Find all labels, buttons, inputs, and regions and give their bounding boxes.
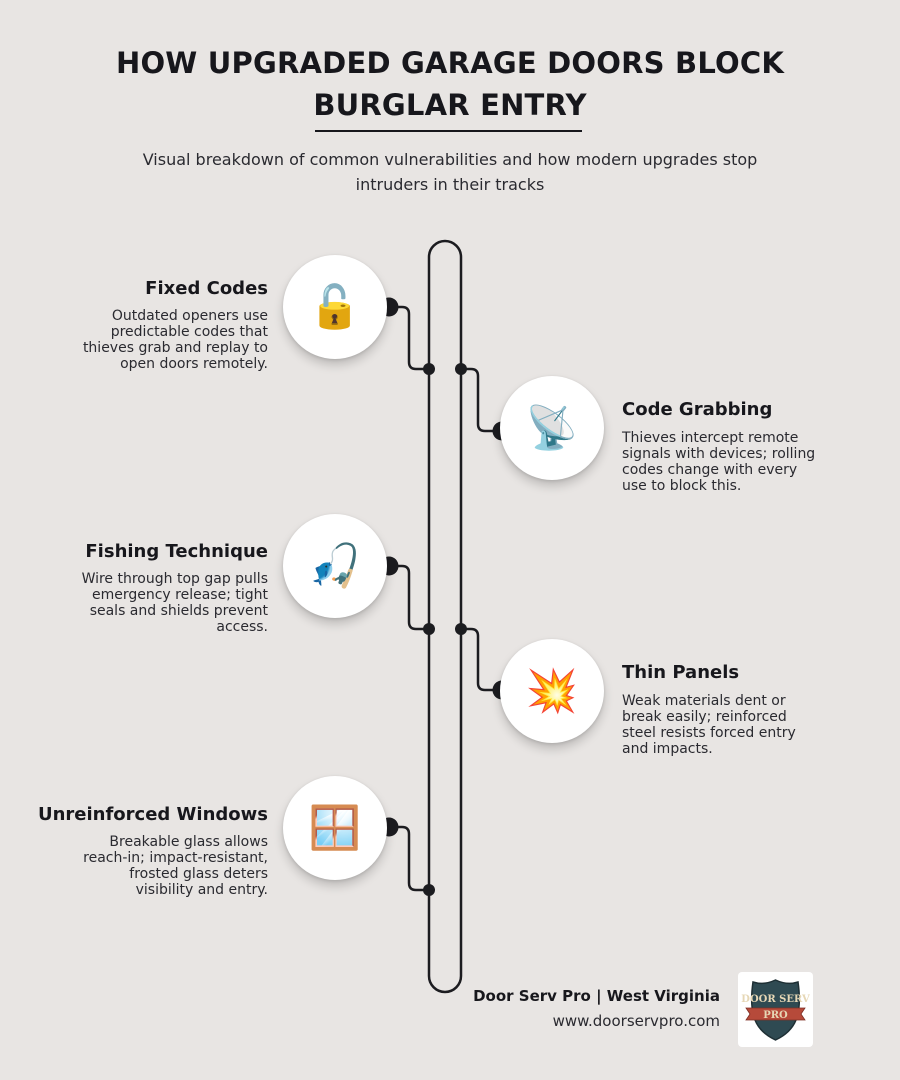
desc-unreinforced-windows (28, 834, 268, 898)
desc-line: frosted glass deters (129, 866, 268, 882)
desc-line: and impacts. (622, 741, 713, 757)
subtitle-line-2: intruders in their tracks (355, 175, 545, 194)
connector-code-grabbing (461, 369, 502, 431)
title-line-2: BURGLAR ENTRY (313, 88, 587, 122)
junction-code-grabbing (455, 363, 467, 375)
desc-line: codes change with every (622, 462, 798, 478)
title-line-1: HOW UPGRADED GARAGE DOORS BLOCK (115, 46, 785, 80)
junction-thin-panels (455, 623, 467, 635)
desc-line: Outdated openers use (111, 308, 268, 324)
desc-code-grabbing (622, 430, 882, 494)
desc-line: Wire through top gap pulls (81, 571, 268, 587)
heading-fixed-codes: Fixed Codes (145, 278, 268, 299)
junction-unreinforced-windows (423, 884, 435, 896)
desc-line: emergency release; tight (91, 587, 268, 603)
junction-fixed-codes (423, 363, 435, 375)
heading-thin-panels: Thin Panels (622, 662, 740, 683)
desc-fishing-technique (28, 571, 268, 635)
heading-fishing-technique: Fishing Technique (85, 541, 268, 562)
door-serv-pro-shield-logo (738, 972, 813, 1047)
desc-line: Weak materials dent or (622, 693, 786, 709)
company-url[interactable]: www.doorservpro.com (552, 1012, 720, 1030)
desc-line: reach-in; impact-resistant, (83, 850, 268, 866)
company-name: Door Serv Pro | West Virginia (473, 987, 720, 1005)
heading-unreinforced-windows: Unreinforced Windows (37, 804, 268, 825)
desc-line: signals with devices; rolling (622, 446, 816, 462)
desc-line: access. (216, 619, 268, 635)
desc-line: predictable codes that (110, 324, 268, 340)
desc-thin-panels (622, 693, 882, 757)
heading-code-grabbing: Code Grabbing (622, 399, 773, 420)
logo-text-line-2: PRO (763, 1010, 788, 1021)
window-icon: 🪟 (283, 776, 387, 880)
desc-line: steel resists forced entry (622, 725, 796, 741)
collision-icon: 💥 (500, 639, 604, 743)
connector-thin-panels (461, 629, 502, 690)
desc-fixed-codes (38, 308, 268, 372)
desc-line: seals and shields prevent (89, 603, 268, 619)
logo-graphic (738, 972, 813, 1047)
connector-fixed-codes (389, 307, 429, 369)
desc-line: Breakable glass allows (109, 834, 268, 850)
desc-line: open doors remotely. (120, 356, 268, 372)
logo-text-line-1: DOOR SERV (741, 994, 810, 1005)
desc-line: break easily; reinforced (622, 709, 787, 725)
desc-line: use to block this. (622, 478, 742, 494)
junction-fishing-technique (423, 623, 435, 635)
timeline-track (429, 241, 461, 992)
connector-unreinforced-windows (389, 827, 429, 890)
satellite-dish-icon: 📡 (500, 376, 604, 480)
desc-line: Thieves intercept remote (622, 430, 799, 446)
open-padlock-icon: 🔓 (283, 255, 387, 359)
desc-line: visibility and entry. (135, 882, 268, 898)
subtitle-line-1: Visual breakdown of common vulnerabilities and how modern upgrades stop (142, 150, 758, 169)
desc-line: thieves grab and replay to (82, 340, 268, 356)
fishing-pole-icon: 🎣 (283, 514, 387, 618)
connector-fishing-technique (389, 566, 429, 629)
